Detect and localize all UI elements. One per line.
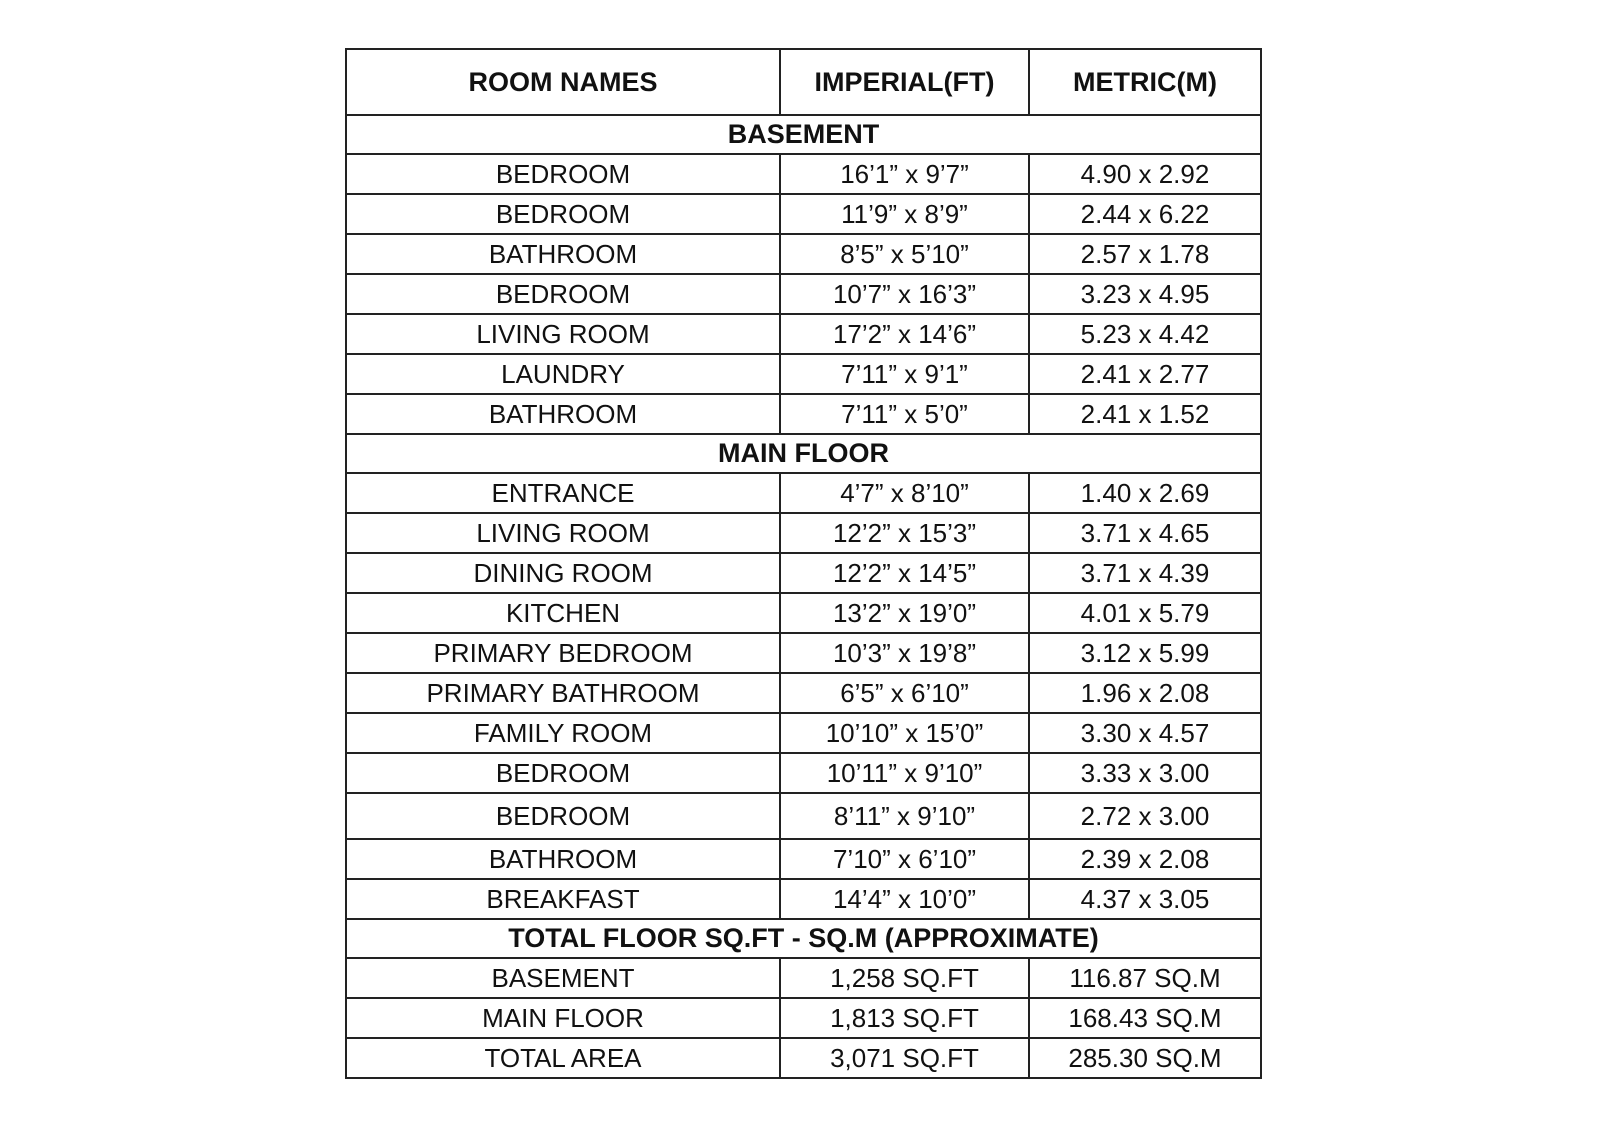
totals-row — [346, 1038, 1261, 1078]
metric-cell: 2.72 x 3.00 — [1029, 793, 1261, 839]
header-row — [346, 49, 1261, 115]
metric-cell: 5.23 x 4.42 — [1029, 314, 1261, 354]
table-row — [346, 879, 1261, 919]
metric-cell: 3.12 x 5.99 — [1029, 633, 1261, 673]
imperial-cell: 12’2” x 14’5” — [780, 553, 1029, 593]
table-row — [346, 553, 1261, 593]
header-imperial: IMPERIAL(FT) — [780, 49, 1029, 115]
metric-cell: 3.30 x 4.57 — [1029, 713, 1261, 753]
room-name-cell: BEDROOM — [346, 753, 780, 793]
metric-cell: 2.41 x 1.52 — [1029, 394, 1261, 434]
total-label-cell: MAIN FLOOR — [346, 998, 780, 1038]
header-room-names: ROOM NAMES — [346, 49, 780, 115]
sqft-cell: 1,258 SQ.FT — [780, 958, 1029, 998]
room-name-cell: LAUNDRY — [346, 354, 780, 394]
room-name-cell: KITCHEN — [346, 593, 780, 633]
table-row — [346, 234, 1261, 274]
section-heading-totals — [346, 919, 1261, 958]
section-title: MAIN FLOOR — [346, 434, 1261, 473]
imperial-cell: 7’11” x 5’0” — [780, 394, 1029, 434]
table-row — [346, 839, 1261, 879]
table-row — [346, 394, 1261, 434]
imperial-cell: 14’4” x 10’0” — [780, 879, 1029, 919]
imperial-cell: 8’5” x 5’10” — [780, 234, 1029, 274]
imperial-cell: 7’10” x 6’10” — [780, 839, 1029, 879]
room-name-cell: LIVING ROOM — [346, 513, 780, 553]
room-name-cell: BEDROOM — [346, 154, 780, 194]
metric-cell: 1.96 x 2.08 — [1029, 673, 1261, 713]
room-name-cell: FAMILY ROOM — [346, 713, 780, 753]
section-title: TOTAL FLOOR SQ.FT - SQ.M (APPROXIMATE) — [346, 919, 1261, 958]
imperial-cell: 8’11” x 9’10” — [780, 793, 1029, 839]
section-heading-basement — [346, 115, 1261, 154]
imperial-cell: 4’7” x 8’10” — [780, 473, 1029, 513]
room-name-cell: BATHROOM — [346, 839, 780, 879]
room-dimensions-table — [345, 48, 1262, 1079]
section-heading-main-floor — [346, 434, 1261, 473]
table-row — [346, 673, 1261, 713]
imperial-cell: 10’10” x 15’0” — [780, 713, 1029, 753]
imperial-cell: 16’1” x 9’7” — [780, 154, 1029, 194]
room-name-cell: PRIMARY BEDROOM — [346, 633, 780, 673]
imperial-cell: 11’9” x 8’9” — [780, 194, 1029, 234]
table-row — [346, 154, 1261, 194]
metric-cell: 3.71 x 4.65 — [1029, 513, 1261, 553]
table-row — [346, 194, 1261, 234]
room-name-cell: BEDROOM — [346, 274, 780, 314]
imperial-cell: 17’2” x 14’6” — [780, 314, 1029, 354]
room-name-cell: ENTRANCE — [346, 473, 780, 513]
metric-cell: 2.57 x 1.78 — [1029, 234, 1261, 274]
room-name-cell: BREAKFAST — [346, 879, 780, 919]
sqm-cell: 168.43 SQ.M — [1029, 998, 1261, 1038]
table-row — [346, 633, 1261, 673]
room-name-cell: BATHROOM — [346, 394, 780, 434]
sqm-cell: 116.87 SQ.M — [1029, 958, 1261, 998]
metric-cell: 4.01 x 5.79 — [1029, 593, 1261, 633]
metric-cell: 2.41 x 2.77 — [1029, 354, 1261, 394]
metric-cell: 2.39 x 2.08 — [1029, 839, 1261, 879]
table-row — [346, 513, 1261, 553]
table-row — [346, 753, 1261, 793]
total-label-cell: BASEMENT — [346, 958, 780, 998]
room-name-cell: LIVING ROOM — [346, 314, 780, 354]
metric-cell: 3.33 x 3.00 — [1029, 753, 1261, 793]
totals-row — [346, 998, 1261, 1038]
header-metric: METRIC(M) — [1029, 49, 1261, 115]
metric-cell: 3.71 x 4.39 — [1029, 553, 1261, 593]
room-name-cell: PRIMARY BATHROOM — [346, 673, 780, 713]
imperial-cell: 7’11” x 9’1” — [780, 354, 1029, 394]
table-row — [346, 793, 1261, 839]
metric-cell: 4.37 x 3.05 — [1029, 879, 1261, 919]
total-label-cell: TOTAL AREA — [346, 1038, 780, 1078]
imperial-cell: 10’11” x 9’10” — [780, 753, 1029, 793]
metric-cell: 2.44 x 6.22 — [1029, 194, 1261, 234]
imperial-cell: 6’5” x 6’10” — [780, 673, 1029, 713]
metric-cell: 1.40 x 2.69 — [1029, 473, 1261, 513]
room-name-cell: DINING ROOM — [346, 553, 780, 593]
metric-cell: 4.90 x 2.92 — [1029, 154, 1261, 194]
table-row — [346, 354, 1261, 394]
imperial-cell: 10’3” x 19’8” — [780, 633, 1029, 673]
totals-row — [346, 958, 1261, 998]
imperial-cell: 13’2” x 19’0” — [780, 593, 1029, 633]
room-name-cell: BATHROOM — [346, 234, 780, 274]
imperial-cell: 10’7” x 16’3” — [780, 274, 1029, 314]
sqft-cell: 3,071 SQ.FT — [780, 1038, 1029, 1078]
table-row — [346, 314, 1261, 354]
sqft-cell: 1,813 SQ.FT — [780, 998, 1029, 1038]
table-row — [346, 713, 1261, 753]
table-row — [346, 473, 1261, 513]
sqm-cell: 285.30 SQ.M — [1029, 1038, 1261, 1078]
imperial-cell: 12’2” x 15’3” — [780, 513, 1029, 553]
room-name-cell: BEDROOM — [346, 194, 780, 234]
metric-cell: 3.23 x 4.95 — [1029, 274, 1261, 314]
room-name-cell: BEDROOM — [346, 793, 780, 839]
section-title: BASEMENT — [346, 115, 1261, 154]
table-row — [346, 274, 1261, 314]
table-row — [346, 593, 1261, 633]
